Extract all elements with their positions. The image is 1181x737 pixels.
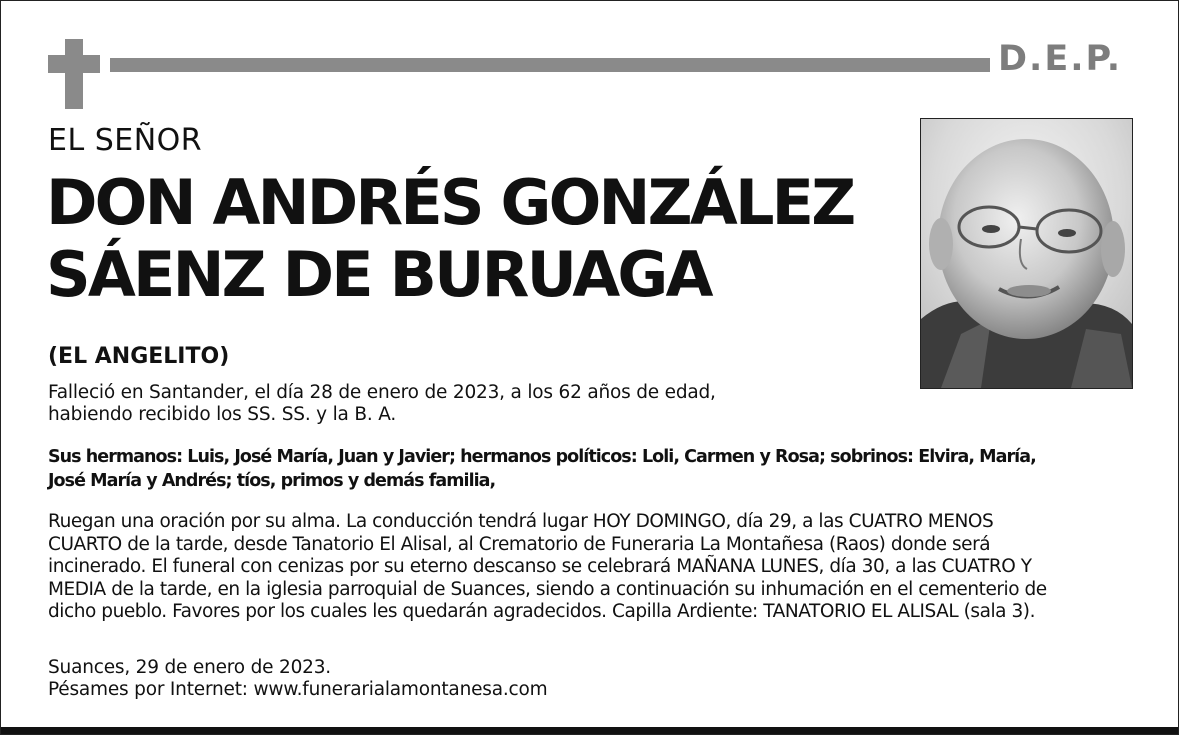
ceremony-line-3: incinerado. El funeral con cenizas por su eterno descanso se celebrará MAÑANA LUNES, día 30, a las CUATRO Y [48, 556, 1032, 577]
header-rule [110, 58, 990, 72]
deceased-name [46, 167, 853, 311]
death-details [48, 382, 868, 426]
nickname: (EL ANGELITO) [48, 344, 230, 369]
dep-label: D.E.P. [998, 39, 1123, 79]
bottom-border [1, 727, 1178, 734]
closing [48, 657, 948, 701]
cross-horizontal-bar [48, 55, 100, 73]
death-line-2: habiendo recibido los SS. SS. y la B. A. [48, 404, 397, 425]
ceremony-details [48, 511, 1138, 624]
ceremony-line-1: Ruegan una oración por su alma. La conducción tendrá lugar HOY DOMINGO, día 29, a las CUATRO MENOS [48, 511, 994, 532]
place-date: Suances, 29 de enero de 2023. [48, 657, 331, 678]
portrait-photo [920, 118, 1133, 389]
ceremony-line-4: MEDIA de la tarde, en la iglesia parroquial de Suances, siendo a continuación su inhumación en el cementerio de [48, 578, 1047, 600]
cross-vertical-bar [65, 39, 83, 109]
family-list [48, 445, 1138, 493]
name-line-1: DON ANDRÉS GONZÁLEZ [46, 166, 854, 239]
title-prefix: EL SEÑOR [48, 123, 203, 158]
condolences-link: Pésames por Internet: www.funerarialamontanesa.com [48, 679, 548, 700]
ceremony-line-2: CUARTO de la tarde, desde Tanatorio El Alisal, al Crematorio de Funeraria La Montañesa (Raos) donde será [48, 533, 991, 555]
name-line-2: SÁENZ DE BURUAGA [46, 238, 711, 311]
family-line-2: José María y Andrés; tíos, primos y demás familia, [48, 471, 496, 491]
portrait-illustration [921, 119, 1132, 388]
ceremony-line-5: dicho pueblo. Favores por los cuales les quedarán agradecidos. Capilla Ardiente: TANATORIO EL ALISAL (sala 3). [48, 601, 1035, 622]
death-line-1: Falleció en Santander, el día 28 de enero de 2023, a los 62 años de edad, [48, 382, 716, 403]
family-line-1: Sus hermanos: Luis, José María, Juan y Javier; hermanos políticos: Loli, Carmen y Rosa; sobrinos: Elvira, María, [48, 447, 1036, 467]
